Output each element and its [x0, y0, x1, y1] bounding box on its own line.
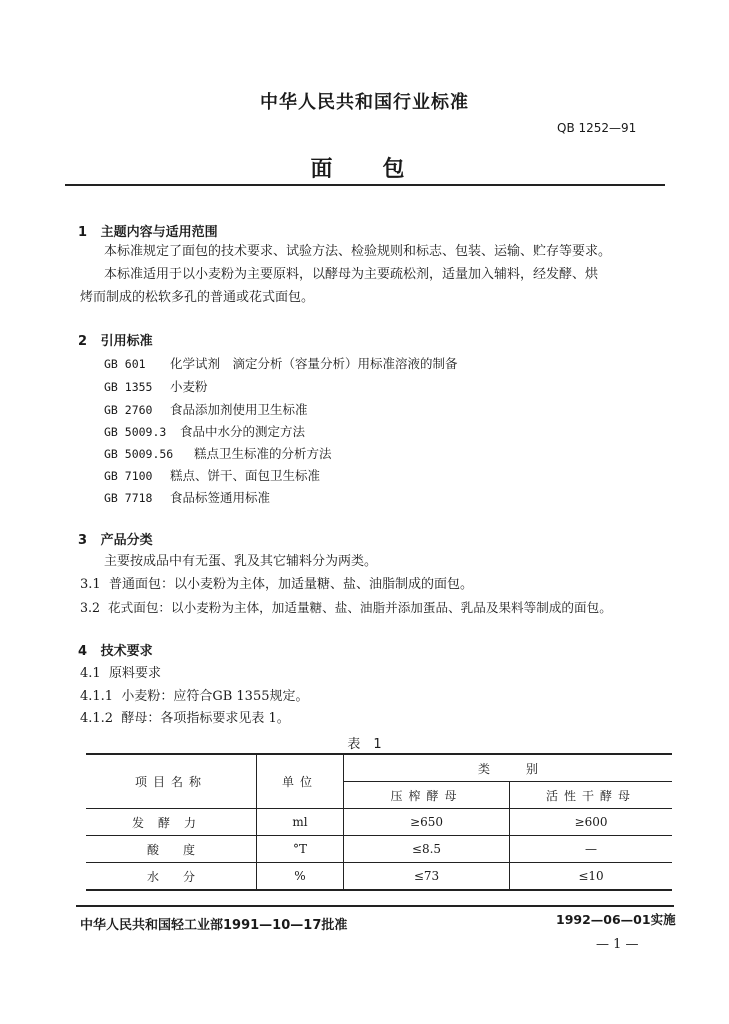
doc-title: 面 包 — [310, 157, 419, 182]
row-value-2: — — [510, 836, 673, 863]
section-4-heading: 4 技术要求 — [78, 644, 153, 659]
section-3-heading: 3 产品分类 — [78, 533, 153, 548]
reference-item: GB 7718 食品标签通用标准 — [104, 490, 271, 505]
header-sub-active-dry-yeast: 活性干酵母 — [510, 782, 673, 809]
page-number: — 1 — — [596, 937, 639, 952]
reference-item: GB 1355 小麦粉 — [104, 379, 208, 394]
standard-code: QB 1252—91 — [557, 121, 637, 135]
section-3-2: 3.2 花式面包：以小麦粉为主体，加适量糖、盐、油脂并添加蛋品、乳品及果料等制成的面包。 — [80, 600, 612, 615]
table-row — [86, 809, 672, 836]
section-4-1-1: 4.1.1 小麦粉：应符合GB 1355规定。 — [80, 689, 309, 704]
table-1 — [86, 753, 672, 891]
row-value-1: ≤73 — [344, 863, 510, 891]
effective-date: 1992—06—01实施 — [556, 912, 676, 927]
org-title: 中华人民共和国行业标准 — [260, 92, 469, 113]
reference-item: GB 2760 食品添加剂使用卫生标准 — [104, 402, 308, 417]
section-1-para-1: 本标准规定了面包的技术要求、试验方法、检验规则和标志、包装、运输、贮存等要求。 — [104, 244, 612, 259]
header-unit: 单位 — [257, 754, 344, 809]
section-4-1: 4.1 原料要求 — [80, 666, 161, 681]
section-3-1: 3.1 普通面包：以小麦粉为主体，加适量糖、盐、油脂制成的面包。 — [80, 577, 473, 592]
reference-item: GB 5009.56 糕点卫生标准的分析方法 — [104, 446, 332, 461]
row-value-1: ≤8.5 — [344, 836, 510, 863]
title-rule — [65, 184, 665, 186]
table-caption: 表 1 — [347, 737, 382, 752]
row-unit: ml — [257, 809, 344, 836]
section-4-1-2: 4.1.2 酵母：各项指标要求见表 1。 — [80, 711, 290, 726]
footer-rule — [76, 905, 674, 907]
table-row — [86, 836, 672, 863]
header-sub-pressed-yeast: 压榨酵母 — [344, 782, 510, 809]
header-category: 类 别 — [344, 754, 673, 782]
section-1-para-2a: 本标准适用于以小麦粉为主要原料，以酵母为主要疏松剂，适量加入辅料，经发酵、烘 — [104, 267, 599, 282]
reference-item: GB 5009.3 食品中水分的测定方法 — [104, 424, 306, 439]
section-2-heading: 2 引用标准 — [78, 334, 153, 349]
header-item-name: 项目名称 — [86, 754, 257, 809]
table-row — [86, 863, 672, 891]
row-unit: °T — [257, 836, 344, 863]
row-value-2: ≥600 — [510, 809, 673, 836]
approval-line: 中华人民共和国轻工业部1991—10—17批准 — [80, 918, 348, 933]
reference-item: GB 601 化学试剂 滴定分析（容量分析）用标准溶液的制备 — [104, 356, 458, 371]
row-value-2: ≤10 — [510, 863, 673, 891]
section-1-heading: 1 主题内容与适用范围 — [78, 225, 218, 240]
reference-item: GB 7100 糕点、饼干、面包卫生标准 — [104, 468, 321, 483]
row-name: 水 分 — [86, 863, 257, 891]
row-value-1: ≥650 — [344, 809, 510, 836]
section-3-para: 主要按成品中有无蛋、乳及其它辅料分为两类。 — [104, 554, 378, 569]
section-1-para-2b: 烤而制成的松软多孔的普通或花式面包。 — [80, 290, 315, 305]
row-name: 酸 度 — [86, 836, 257, 863]
row-unit: % — [257, 863, 344, 891]
row-name: 发酵力 — [86, 809, 257, 836]
